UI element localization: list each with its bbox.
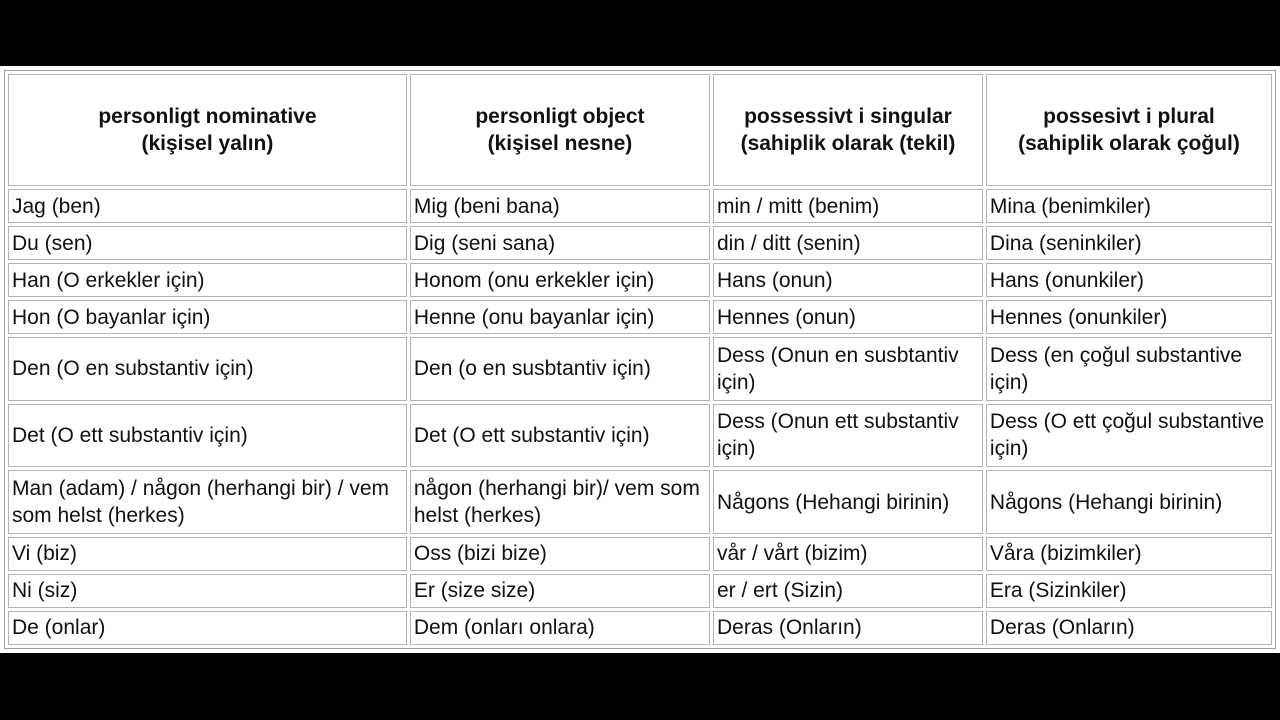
table-cell: Han (O erkekler için) — [8, 263, 407, 297]
table-cell: Hennes (onun) — [713, 300, 983, 334]
table-cell: vår / vårt (bizim) — [713, 537, 983, 571]
table-cell: Hans (onunkiler) — [986, 263, 1272, 297]
header-line: possessivt i singular — [744, 105, 952, 128]
header-cell — [713, 74, 983, 186]
table-cell: Era (Sizinkiler) — [986, 574, 1272, 608]
table-cell: Man (adam) / någon (herhangi bir) / vem som helst (herkes) — [8, 470, 407, 534]
table-cell: någon (herhangi bir)/ vem som helst (herkes) — [410, 470, 710, 534]
table-row — [8, 574, 1272, 608]
table-row — [8, 611, 1272, 645]
pronoun-table — [4, 70, 1276, 649]
table-cell: Någons (Hehangi birinin) — [986, 470, 1272, 534]
header-line: (sahiplik olarak çoğul) — [1018, 132, 1240, 155]
table-cell: Någons (Hehangi birinin) — [713, 470, 983, 534]
table-row — [8, 470, 1272, 534]
table-cell: Hans (onun) — [713, 263, 983, 297]
table-cell: Ni (siz) — [8, 574, 407, 608]
table-cell: Deras (Onların) — [713, 611, 983, 645]
table-cell: Det (O ett substantiv için) — [410, 404, 710, 468]
table-cell: Dem (onları onlara) — [410, 611, 710, 645]
table-cell: Dess (en çoğul substantive için) — [986, 337, 1272, 401]
table-cell: Dig (seni sana) — [410, 226, 710, 260]
table-cell: Henne (onu bayanlar için) — [410, 300, 710, 334]
table-cell: er / ert (Sizin) — [713, 574, 983, 608]
header-cell — [8, 74, 407, 186]
table-row — [8, 226, 1272, 260]
table-cell: Du (sen) — [8, 226, 407, 260]
table-cell: Oss (bizi bize) — [410, 537, 710, 571]
table-row — [8, 263, 1272, 297]
table-cell: Den (O en substantiv için) — [8, 337, 407, 401]
table-cell: Dess (O ett çoğul substantive için) — [986, 404, 1272, 468]
header-row — [8, 74, 1272, 186]
header-cell — [986, 74, 1272, 186]
table-cell: Den (o en susbtantiv için) — [410, 337, 710, 401]
table-row — [8, 300, 1272, 334]
document-frame — [0, 66, 1280, 653]
table-cell: Er (size size) — [410, 574, 710, 608]
table-cell: Honom (onu erkekler için) — [410, 263, 710, 297]
header-line: personligt object — [475, 105, 645, 128]
table-cell: Jag (ben) — [8, 189, 407, 223]
table-cell: min / mitt (benim) — [713, 189, 983, 223]
header-line: (kişisel yalın) — [141, 132, 274, 155]
table-cell: De (onlar) — [8, 611, 407, 645]
table-cell: din / ditt (senin) — [713, 226, 983, 260]
header-line: (kişisel nesne) — [487, 132, 633, 155]
table-cell: Deras (Onların) — [986, 611, 1272, 645]
table-cell: Dess (Onun en susbtantiv için) — [713, 337, 983, 401]
header-line: personligt nominative — [98, 105, 317, 128]
table-cell: Hon (O bayanlar için) — [8, 300, 407, 334]
header-line: possesivt i plural — [1043, 105, 1215, 128]
table-cell: Dina (seninkiler) — [986, 226, 1272, 260]
table-row — [8, 189, 1272, 223]
table-cell: Mig (beni bana) — [410, 189, 710, 223]
table-cell: Vi (biz) — [8, 537, 407, 571]
table-row — [8, 337, 1272, 401]
table-row — [8, 537, 1272, 571]
table-cell: Dess (Onun ett substantiv için) — [713, 404, 983, 468]
table-row — [8, 404, 1272, 468]
table-cell: Våra (bizimkiler) — [986, 537, 1272, 571]
header-line: (sahiplik olarak (tekil) — [740, 132, 956, 155]
table-cell: Hennes (onunkiler) — [986, 300, 1272, 334]
header-cell — [410, 74, 710, 186]
table-cell: Det (O ett substantiv için) — [8, 404, 407, 468]
table-cell: Mina (benimkiler) — [986, 189, 1272, 223]
